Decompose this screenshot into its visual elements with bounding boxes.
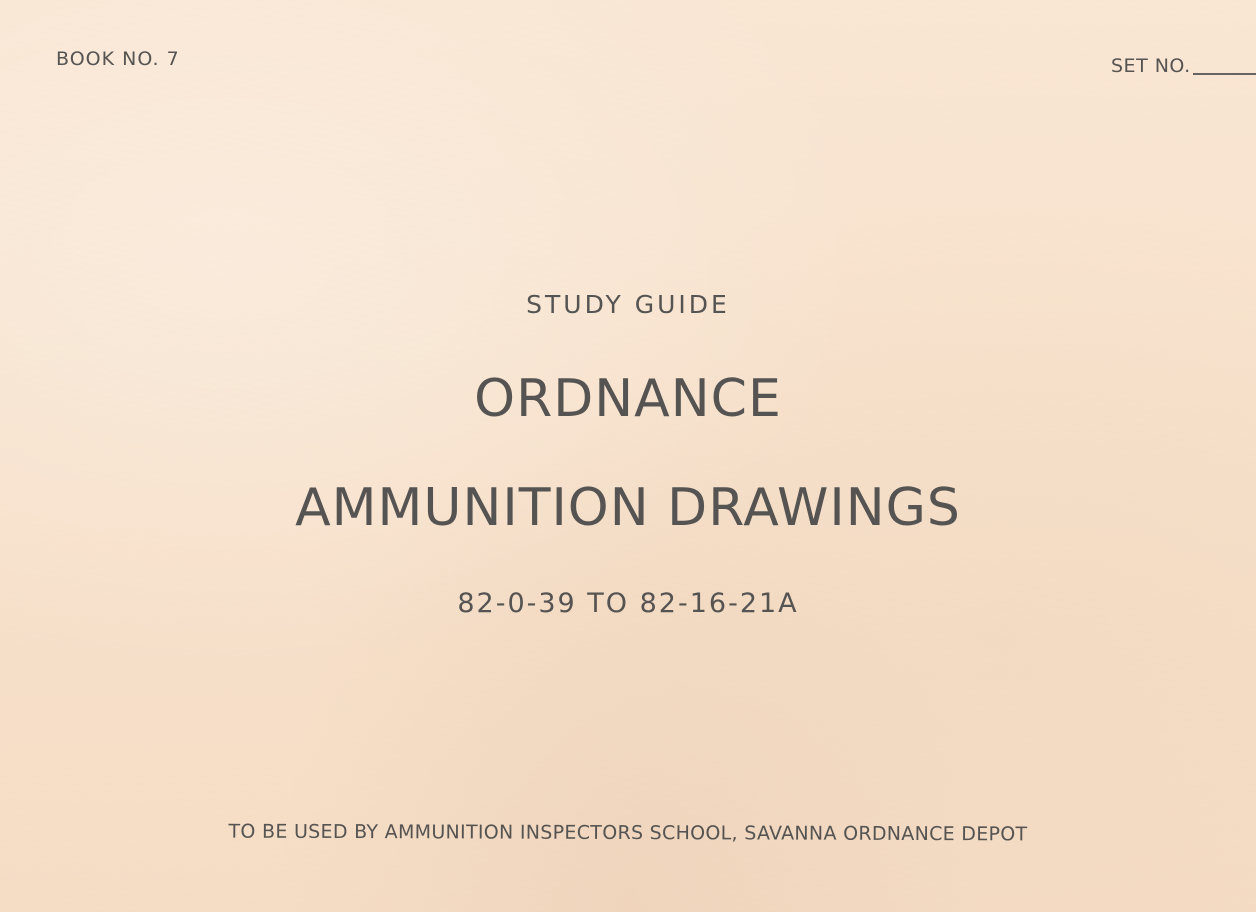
- set-number-field: [1111, 55, 1256, 77]
- book-number: BOOK NO. 7: [56, 48, 180, 70]
- title-line-1: ORDNANCE: [474, 369, 782, 429]
- drawing-number-range: 82-0-39 TO 82-16-21A: [457, 588, 799, 619]
- usage-note: TO BE USED BY AMMUNITION INSPECTORS SCHOOL, SAVANNA ORDNANCE DEPOT: [228, 820, 1028, 846]
- set-number-blank-line: [1193, 73, 1256, 75]
- title-line-2: AMMUNITION DRAWINGS: [295, 478, 961, 538]
- study-guide-label: STUDY GUIDE: [526, 290, 730, 319]
- set-number-label: SET NO.: [1111, 55, 1191, 77]
